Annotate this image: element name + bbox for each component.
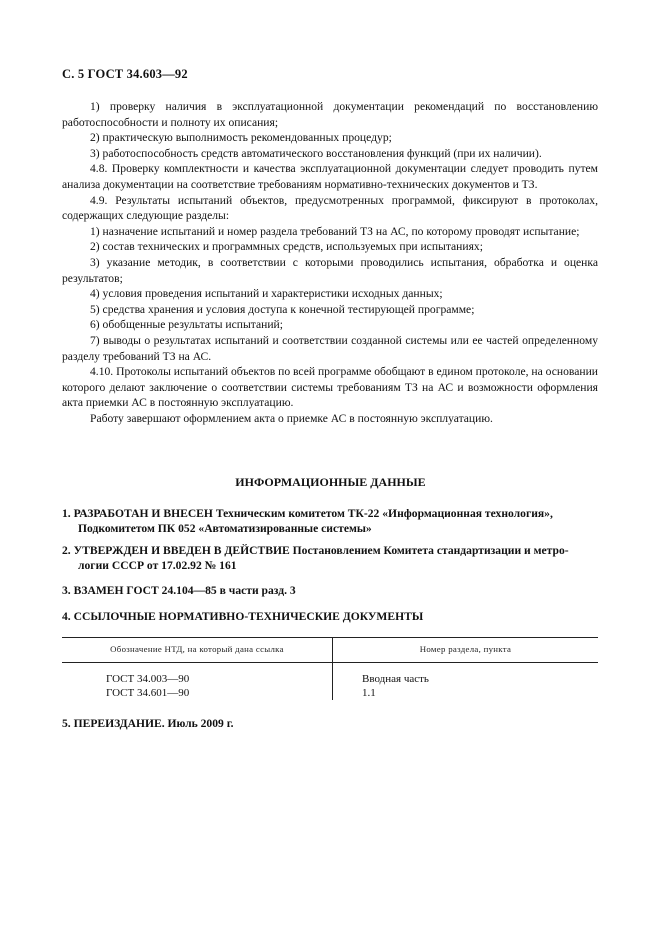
paragraph: 4.8. Проверку комплектности и качества эксплуатационной документации следует проводить путем анализа документации на соответствие требованиям нормативно-технических документов и ТЗ. bbox=[62, 162, 598, 191]
paragraph: 4.9. Результаты испытаний объектов, предусмотренных программой, фиксируют в протоколах, содержащих следующие разделы: bbox=[62, 193, 598, 223]
paragraph: 2) практическую выполнимость рекомендованных процедур; bbox=[90, 131, 392, 145]
reference-table bbox=[62, 637, 598, 700]
paragraph: 3) указание методик, в соответствии с которыми проводились испытания, обработка и оценка результатов; bbox=[62, 255, 598, 285]
table-cell-section: Вводная часть bbox=[362, 673, 429, 685]
paragraph: 2) состав технических и программных средств, используемых при испытаниях; bbox=[90, 240, 483, 254]
info-item-line: 1. РАЗРАБОТАН И ВНЕСЕН Техническим комитетом ТК-22 «Информационная технология», bbox=[62, 507, 553, 520]
page-header: С. 5 ГОСТ 34.603—92 bbox=[62, 67, 188, 81]
paragraph: Работу завершают оформлением акта о приемке АС в постоянную эксплуатацию. bbox=[90, 411, 493, 425]
info-item-developed bbox=[62, 506, 598, 536]
paragraph: 7) выводы о результатах испытаний и соответствии созданной системы или ее частей определенному разделу требований ТЗ на АС. bbox=[62, 333, 598, 363]
info-item-reissue: 5. ПЕРЕИЗДАНИЕ. Июль 2009 г. bbox=[62, 717, 234, 730]
info-item-approved bbox=[62, 543, 598, 573]
paragraph: 5) средства хранения и условия доступа к конечной тестирующей программе; bbox=[90, 302, 475, 316]
info-item-line: логии СССР от 17.02.92 № 161 bbox=[78, 559, 237, 572]
info-item-line: 2. УТВЕРЖДЕН И ВВЕДЕН В ДЕЙСТВИЕ Постановлением Комитета стандартизации и метро- bbox=[62, 544, 569, 557]
table-cell-section: 1.1 bbox=[362, 686, 376, 699]
table-header-section: Номер раздела, пункта bbox=[419, 644, 512, 654]
paragraph: 1) проверку наличия в эксплуатационной документации рекомендаций по восстановлению работоспособности и полноту их описания; bbox=[62, 100, 598, 129]
info-item-replaces: 3. ВЗАМЕН ГОСТ 24.104—85 в части разд. 3 bbox=[62, 584, 296, 597]
table-column-sections bbox=[362, 673, 429, 700]
table-cell-document: ГОСТ 34.601—90 bbox=[106, 686, 190, 699]
paragraph: 4.10. Протоколы испытаний объектов по всей программе обобщают в едином протоколе, на основании которого делают заключение о соответствии системы требованиям ТЗ на АС и возможности оформления акта приемки АС в постоянную эксплуатацию. bbox=[62, 365, 598, 410]
table-column-documents bbox=[106, 673, 189, 700]
paragraph: 6) обобщенные результаты испытаний; bbox=[90, 318, 283, 332]
body-text bbox=[62, 99, 598, 426]
info-item-references: 4. ССЫЛОЧНЫЕ НОРМАТИВНО-ТЕХНИЧЕСКИЕ ДОКУМЕНТЫ bbox=[62, 610, 424, 623]
paragraph: 1) назначение испытаний и номер раздела требований ТЗ на АС, по которому проводят испытание; bbox=[90, 224, 580, 238]
paragraph: 4) условия проведения испытаний и характеристики исходных данных; bbox=[90, 287, 443, 301]
info-title: ИНФОРМАЦИОННЫЕ ДАННЫЕ bbox=[235, 475, 426, 489]
table-header-document: Обозначение НТД, на который дана ссылка bbox=[110, 644, 284, 654]
paragraph: 3) работоспособность средств автоматического восстановления функций (при их наличии). bbox=[90, 146, 542, 160]
info-item-line: Подкомитетом ПК 052 «Автоматизированные системы» bbox=[78, 522, 372, 535]
table-cell-document: ГОСТ 34.003—90 bbox=[106, 673, 190, 685]
